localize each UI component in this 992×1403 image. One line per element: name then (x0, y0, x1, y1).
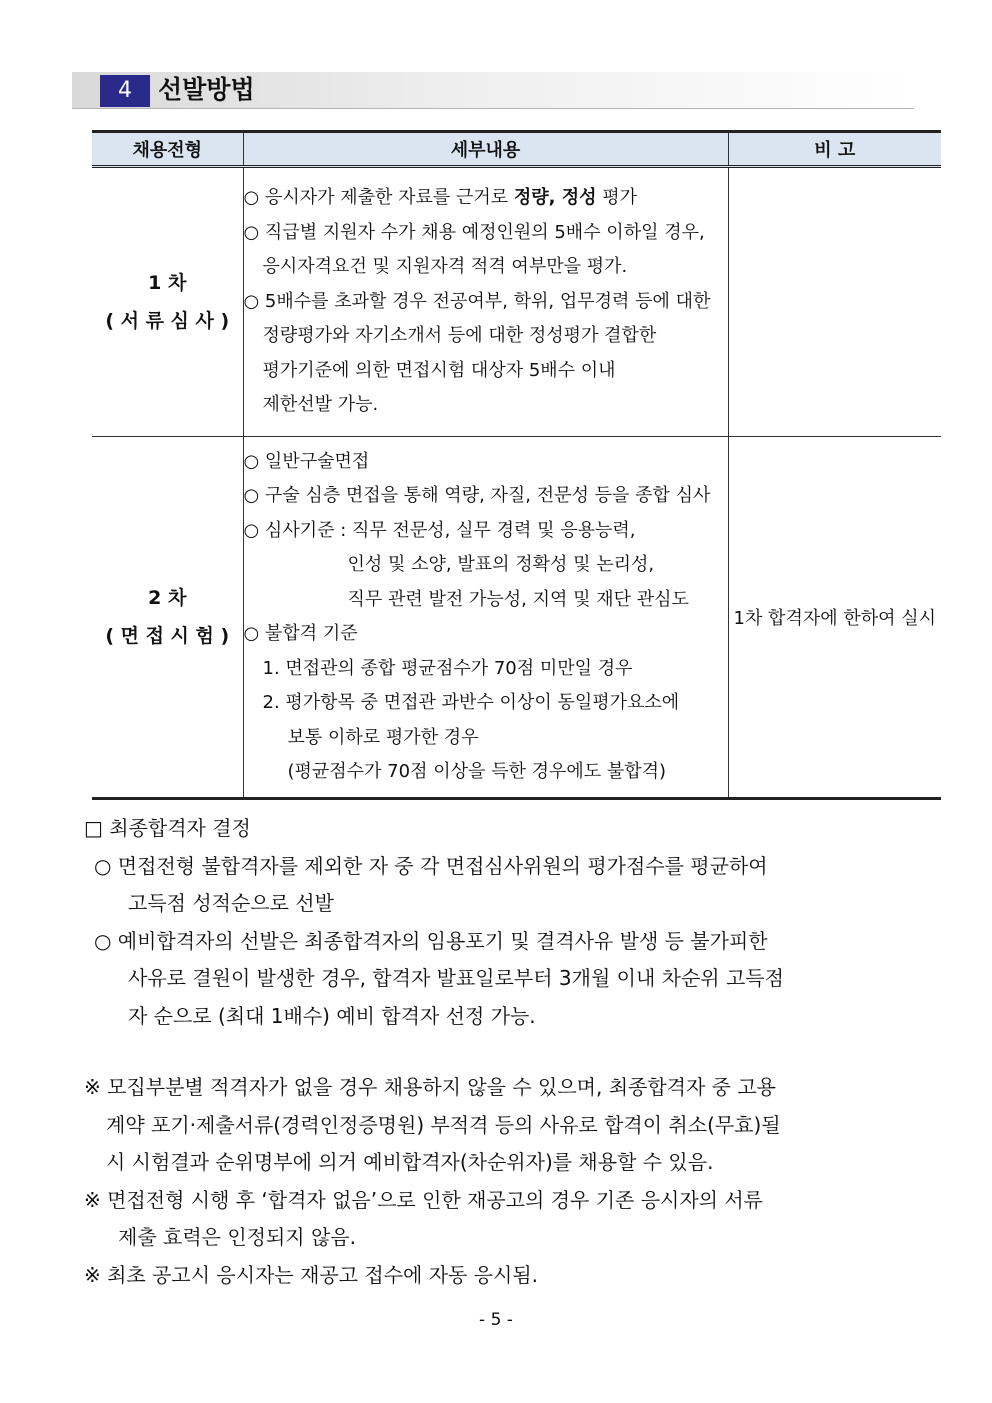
stage-cell (92, 167, 243, 437)
header-remarks: 비 고 (728, 132, 941, 167)
table-row (92, 167, 941, 437)
detail-line: 인성 및 소양, 발표의 정확성 및 논리성, (347, 554, 655, 575)
detail-line: 1. 면접관의 종합 평균점수가 70점 미만일 경우 (262, 657, 633, 679)
final-decision-heading: □ 최종합격자 결정 (84, 816, 251, 840)
note-line: 시 시험결과 순위명부에 의거 예비합격자(차순위자)를 채용할 수 있음. (106, 1150, 714, 1174)
final-decision-line: ○ 면접전형 불합격자를 제외한 자 중 각 면접심사위원의 평가점수를 평균하여 (94, 853, 768, 878)
details-cell (243, 167, 728, 437)
detail-line: (평균점수가 70점 이상을 득한 경우에도 불합격) (287, 761, 667, 782)
notes-section (80, 1069, 930, 1294)
details-cell (243, 437, 728, 799)
detail-line: 직무 관련 발전 가능성, 지역 및 재단 관심도 (347, 588, 689, 610)
detail-line: 응시자격요건 및 지원자격 적격 여부만을 평가. (262, 256, 628, 278)
remark-cell (728, 167, 941, 437)
stage-sublabel: ( 서 류 심 사 ) (105, 310, 230, 332)
selection-method-table (92, 130, 941, 800)
note-line: ※ 최초 공고시 응시자는 재공고 접수에 자동 응시됨. (84, 1262, 539, 1287)
detail-line: 평가기준에 의한 면접시험 대상자 5배수 이내 (262, 359, 616, 381)
final-decision-line: ○ 예비합격자의 선발은 최종합격자의 임용포기 및 결격사유 발생 등 불가피한 (94, 928, 768, 953)
section-header (72, 72, 914, 110)
detail-line: ○ 불합격 기준 (243, 623, 358, 644)
stage-cell (92, 437, 243, 799)
stage-sublabel: ( 면 접 시 험 ) (105, 625, 230, 647)
table-header-row (92, 132, 941, 167)
detail-line: 2. 평가항목 중 면접관 과반수 이상이 동일평가요소에 (262, 692, 680, 713)
note-line: ※ 모집부분별 적격자가 없을 경우 채용하지 않을 수 있으며, 최종합격자 중 고용 (84, 1075, 776, 1099)
detail-line: ○ 직급별 지원자 수가 채용 예정인원의 5배수 이하일 경우, (243, 221, 705, 243)
detail-line: 정량평가와 자기소개서 등에 대한 정성평가 결합한 (262, 325, 657, 347)
section-number: 4 (100, 75, 150, 107)
detail-line: ○ 5배수를 초과할 경우 전공여부, 학위, 업무경력 등에 대한 (243, 290, 711, 312)
final-decision-line: 자 순으로 (최대 1배수) 예비 합격자 선정 가능. (128, 1003, 536, 1028)
final-decision-line: 고득점 성적순으로 선발 (128, 891, 334, 915)
page-number: - 5 - (479, 1310, 513, 1330)
final-decision-line: 사유로 결원이 발생한 경우, 합격자 발표일로부터 3개월 이내 차순위 고득점 (128, 966, 784, 990)
detail-line: ○ 응시자가 제출한 자료를 근거로 정량, 정성 평가 (243, 187, 638, 209)
detail-line: 제한선발 가능. (262, 394, 379, 416)
header-details: 세부내용 (243, 132, 728, 167)
section-title: 선발방법 (158, 75, 255, 104)
detail-line: ○ 일반구술면접 (243, 450, 370, 472)
stage-label: 2 차 (148, 587, 187, 609)
final-decision-section (80, 810, 930, 1035)
note-line: 계약 포기·제출서류(경력인정증명원) 부적격 등의 사유로 합격이 취소(무효)될 (106, 1112, 781, 1137)
table-row (92, 437, 941, 799)
detail-line: ○ 구술 심층 면접을 통해 역량, 자질, 전문성 등을 종합 심사 (243, 485, 711, 506)
stage-label: 1 차 (148, 272, 187, 294)
note-line: ※ 면접전형 시행 후 ‘합격자 없음’으로 인한 재공고의 경우 기존 응시자의 서류 (84, 1187, 764, 1212)
note-line: 제출 효력은 인정되지 않음. (118, 1225, 356, 1249)
header-stage: 채용전형 (92, 132, 243, 167)
detail-line: ○ 심사기준 : 직무 전문성, 실무 경력 및 응용능력, (243, 519, 636, 541)
remark-cell: 1차 합격자에 한하여 실시 (728, 437, 941, 799)
detail-line: 보통 이하로 평가한 경우 (287, 726, 479, 748)
